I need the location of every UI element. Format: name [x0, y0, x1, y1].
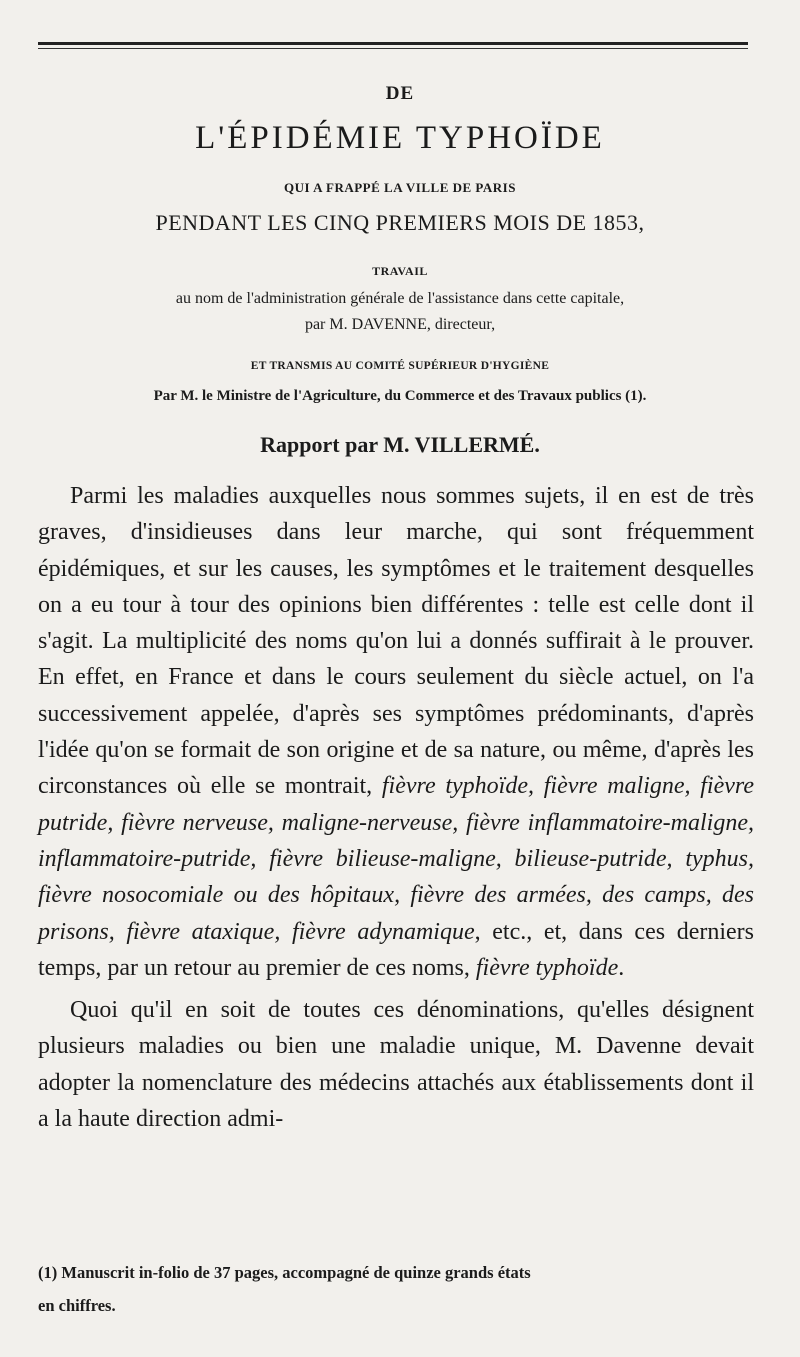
top-rule-thin	[38, 48, 748, 49]
paragraph-1-text-c: .	[618, 954, 625, 981]
subtitle-line-6: ET TRANSMIS AU COMITÉ SUPÉRIEUR D'HYGIÈNE	[250, 360, 550, 372]
footnote-line-2: en chiffres.	[38, 1296, 116, 1315]
paragraph-1-text-b: , etc., et, dans ces derniers temps, par un retour au premier de ces noms,	[38, 918, 754, 981]
heading-de: DE	[385, 83, 415, 104]
subtitle-line-7: Par M. le Ministre de l'Agriculture, du Commerce et des Travaux publics (1).	[153, 388, 647, 404]
report-heading: Rapport par M. VILLERMÉ.	[260, 432, 540, 457]
paragraph-2: Quoi qu'il en soit de toutes ces dénominations, qu'elles désignent plusieurs maladies ou bien une maladie unique, M. Davenne devait adopter la nomenclature des médecins attachés aux établissements dont il a la haute direction admi-	[38, 997, 754, 1133]
footnote	[38, 1256, 754, 1322]
paragraph-1-italic-2: fièvre typhoïde	[475, 954, 619, 981]
subtitle-line-4: au nom de l'administration générale de l'assistance dans cette capitale,	[175, 290, 625, 307]
paragraph-1	[38, 478, 754, 986]
paragraph-1-text-a: Parmi les maladies auxquelles nous sommes sujets, il en est de très graves, d'insidieuses dans leur marche, qui sont fréquemment épidémiques, et sur les causes, les symptômes et le traitement desquelles on a eu tour à tour des opinions bien différentes : telle est celle dont il s'agit. La multiplicité des noms qu'on lui a donnés suffirait à le prouver. En effet, en France et dans le cours seulement du siècle actuel, on l'a successivement appelée, d'après ses symptômes prédominants, d'après l'idée qu'on se formait de son origine et de sa nature, ou même, d'après les circonstances où elle se montrait,	[38, 483, 754, 800]
document-title: L'ÉPIDÉMIE TYPHOÏDE	[195, 120, 605, 156]
subtitle-line-2: PENDANT LES CINQ PREMIERS MOIS DE 1853,	[155, 210, 645, 235]
footnote-line-1: (1) Manuscrit in-folio de 37 pages, accompagné de quinze grands états	[38, 1263, 531, 1282]
paragraph-1-italic-1: fièvre typhoïde, fièvre maligne, fièvre putride, fièvre nerveuse, maligne-nerveuse, fièvre inflammatoire-maligne, inflammatoire-putride, fièvre bilieuse-maligne, bilieuse-putride, typhus, fièvre nosocomiale ou des hôpitaux, fièvre des armées, des camps, des prisons, fièvre ataxique, fièvre adynamique	[38, 773, 755, 945]
subtitle-author: par M. DAVENNE, directeur,	[304, 316, 496, 333]
subtitle-line-1: QUI A FRAPPÉ LA VILLE DE PARIS	[284, 180, 516, 195]
top-rule	[38, 42, 748, 45]
subtitle-travail: TRAVAIL	[372, 264, 428, 278]
body-text	[38, 478, 754, 1137]
